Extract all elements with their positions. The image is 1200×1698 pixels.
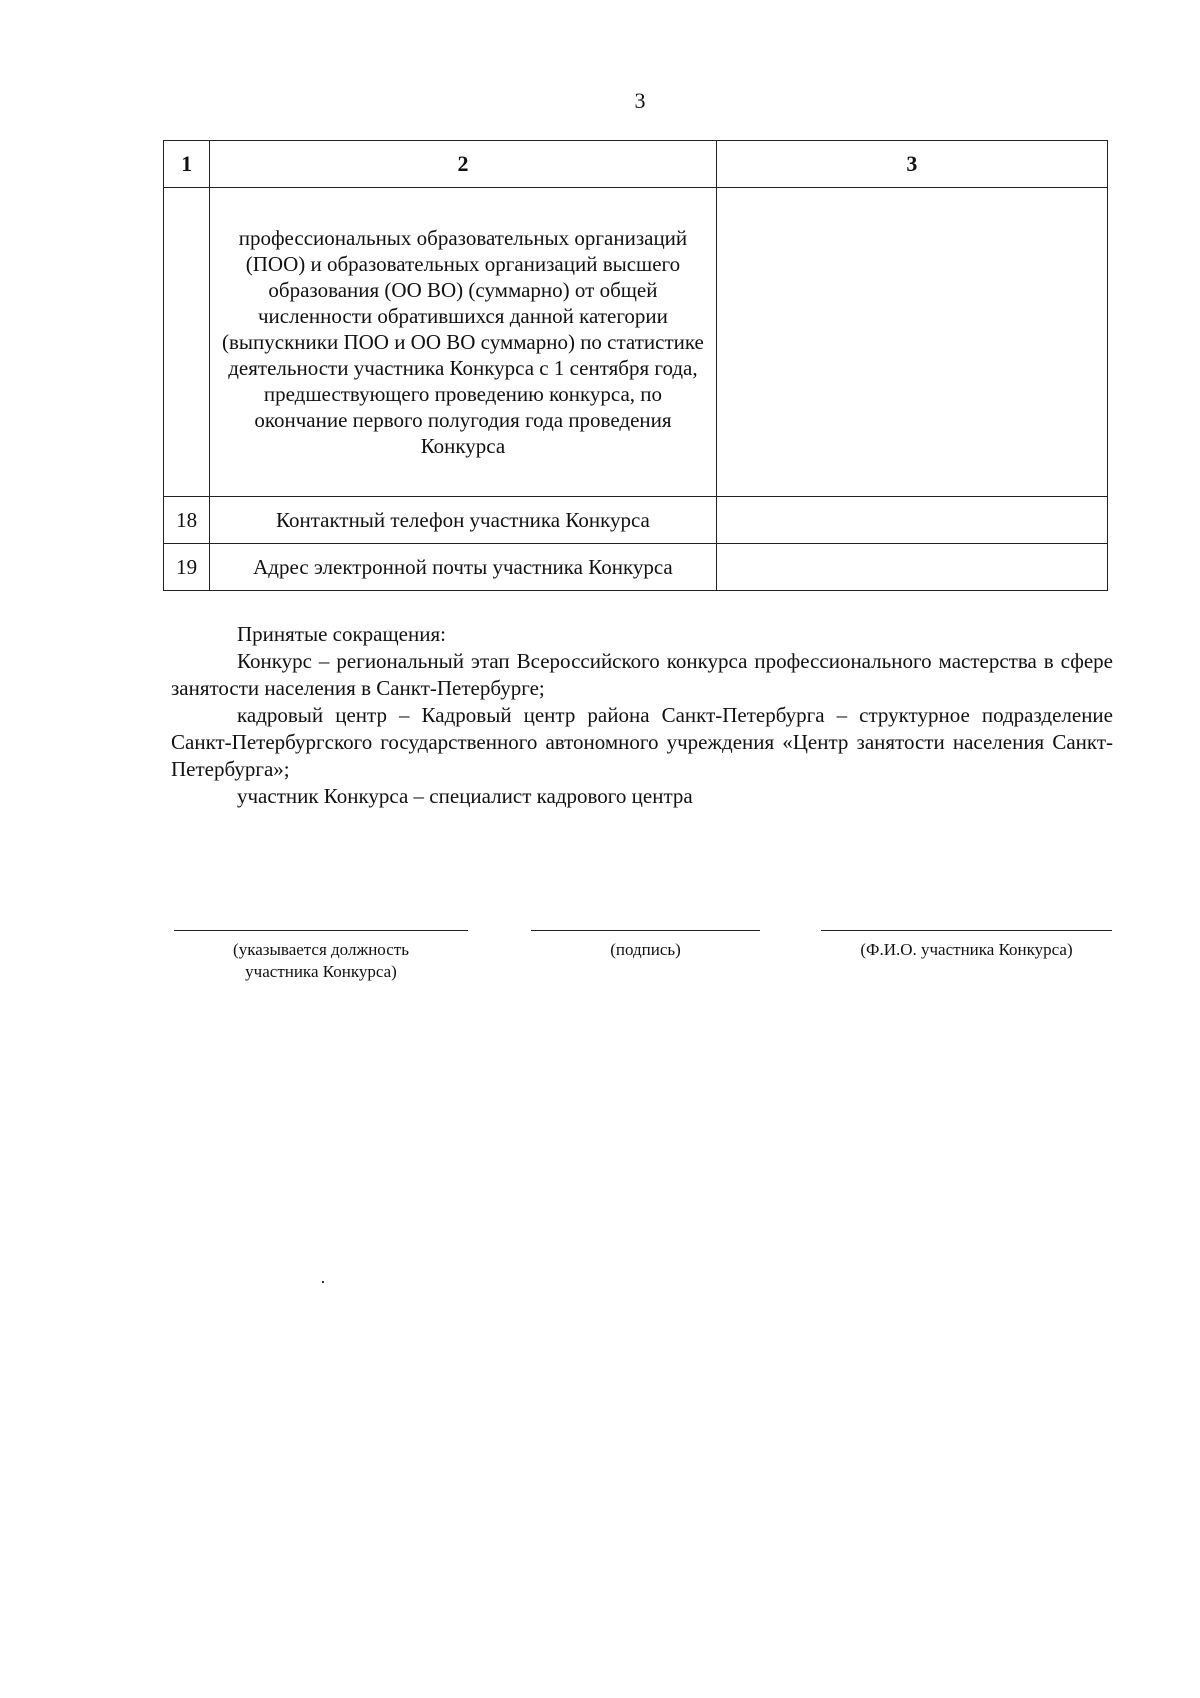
abbreviations-section	[171, 621, 1113, 810]
signature-name	[821, 930, 1112, 961]
signature-block	[0, 930, 1200, 1010]
signature-sign	[531, 930, 760, 961]
table-row-19	[164, 544, 1108, 591]
abbreviation-item-konkurs: Конкурс – региональный этап Всероссийского конкурса профессионального мастерства в сфере занятости населения в Санкт-Петербурге;	[171, 649, 1113, 700]
position-caption: (указывается должность участника Конкурса)	[233, 940, 409, 981]
table-cell-num: 18	[164, 497, 210, 544]
signature-line	[531, 930, 760, 931]
abbreviation-item-kadrovy-centr: кадровый центр – Кадровый центр района Санкт-Петербурга – структурное подразделение Санкт-Петербургского государственного автономного учреждения «Центр занятости населения Санкт-Петербурга»;	[171, 703, 1113, 781]
table-cell-num: 19	[164, 544, 210, 591]
position-line	[174, 930, 468, 931]
application-table	[163, 140, 1108, 591]
table-header-col-1: 1	[164, 141, 210, 188]
table-row-18	[164, 497, 1108, 544]
signature-caption: (подпись)	[610, 940, 681, 959]
signature-position	[174, 930, 468, 983]
abbreviations-title: Принятые сокращения:	[237, 622, 446, 646]
table-header-col-3: 3	[716, 141, 1107, 188]
stray-mark	[322, 1281, 324, 1283]
table-cell-value	[716, 188, 1107, 497]
table-cell-description: профессиональных образовательных организаций (ПОО) и образовательных организаций высшего образования (ОО ВО) (суммарно) от общей численности обратившихся данной категории (выпускники ПОО и ОО ВО суммарно) по статистике деятельности участника Конкурса с 1 сентября года, предшествующего проведению конкурса, по окончание первого полугодия года проведения Конкурса	[210, 188, 716, 497]
abbreviation-item-uchastnik: участник Конкурса – специалист кадрового центра	[237, 784, 693, 808]
table-header-col-2: 2	[210, 141, 716, 188]
table-row-continuation	[164, 188, 1108, 497]
name-caption: (Ф.И.О. участника Конкурса)	[860, 940, 1073, 959]
name-line	[821, 930, 1112, 931]
table-cell-description: Контактный телефон участника Конкурса	[210, 497, 716, 544]
table-cell-description: Адрес электронной почты участника Конкурса	[210, 544, 716, 591]
table-cell-num	[164, 188, 210, 497]
table-cell-value	[716, 544, 1107, 591]
page-number: 3	[634, 88, 646, 113]
table-header-row	[164, 141, 1108, 188]
table-cell-value	[716, 497, 1107, 544]
